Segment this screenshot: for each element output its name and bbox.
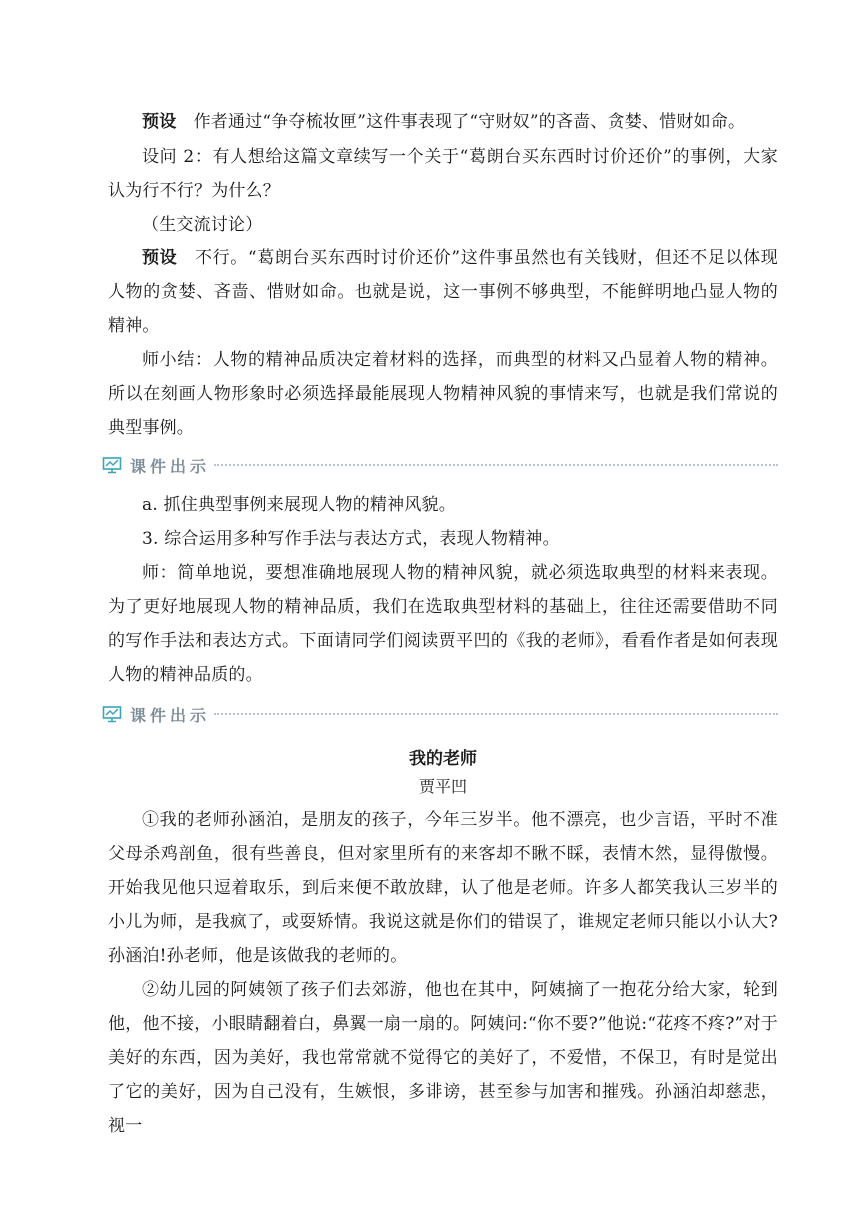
preset-text: 作者通过“争夺梳妆匣”这件事表现了“守财奴”的吝啬、贪婪、惜财如命。 [193, 112, 746, 132]
point-3: 3. 综合运用多种写作手法与表达方式，表现人物精神。 [142, 529, 560, 549]
article-paragraph-1: ①我的老师孙涵泊，是朋友的孩子，今年三岁半。他不漂亮，也少言语，平时不准父母杀鸡剖鱼，很有些善良，但对家里所有的来客却不瞅不睬，表情木然，显得傲慢。开始我见他只逗着取乐，到后来便不敢放肆，认了他是老师。许多人都笑我认三岁半的小儿为师，是我疯了，或耍矫情。我说这就是你们的错误了，谁规定老师只能以小认大?孙涵泊!孙老师，他是该做我的老师的。 [108, 810, 778, 966]
teacher-summary: 师小结：人物的精神品质决定着材料的选择，而典型的材料又凸显着人物的精神。所以在刻画人物形象时必须选择最能展现人物精神风貌的事情来写，也就是我们常说的典型事例。 [108, 350, 778, 438]
article-title: 我的老师 [409, 749, 477, 769]
preset-text: 不行。“葛朗台买东西时讨价还价”这件事虽然也有关钱财，但还不足以体现人物的贪婪、吝啬、惜财如命。也就是说，这一事例不够典型，不能鲜明地凸显人物的精神。 [108, 248, 779, 336]
presentation-board-icon [102, 456, 122, 474]
preset-paragraph-2 [108, 241, 778, 343]
article-author: 贾平凹 [418, 777, 467, 796]
courseware-banner-1 [102, 454, 778, 476]
point-a: a. 抓住典型事例来展现人物的精神风貌。 [142, 495, 456, 515]
question-2: 设问 2：有人想给这篇文章续写一个关于“葛朗台买东西时讨价还价”的事例，大家认为行不行？为什么？ [108, 147, 778, 201]
courseware-banner-2 [102, 703, 778, 725]
banner-label: 课件出示 [130, 456, 211, 476]
preset-paragraph-1 [108, 105, 778, 139]
preset-label: 预设 [142, 248, 178, 268]
banner-label: 课件出示 [130, 705, 211, 725]
dotted-divider [214, 713, 778, 715]
dotted-divider [214, 464, 778, 466]
article-paragraph-2: ②幼儿园的阿姨领了孩子们去郊游，他也在其中，阿姨摘了一抱花分给大家，轮到他，他不接，小眼睛翻着白，鼻翼一扇一扇的。阿姨问:“你不要?”他说:“花疼不疼?”对于美好的东西，因为美好，我也常常就不觉得它的美好了，不爱惜，不保卫，有时是觉出了它的美好，因为自己没有，生嫉恨，多诽谤，甚至参与加害和摧残。孙涵泊却慈悲，视一 [108, 980, 778, 1136]
preset-label: 预设 [142, 112, 177, 132]
discussion-note: （生交流讨论） [142, 215, 263, 235]
presentation-board-icon [102, 705, 122, 723]
teacher-paragraph: 师：简单地说，要想准确地展现人物的精神风貌，就必须选取典型的材料来表现。为了更好地展现人物的精神品质，我们在选取典型材料的基础上，往往还需要借助不同的写作手法和表达方式。下面请同学们阅读贾平凹的《我的老师》，看看作者是如何表现人物的精神品质的。 [108, 563, 778, 685]
